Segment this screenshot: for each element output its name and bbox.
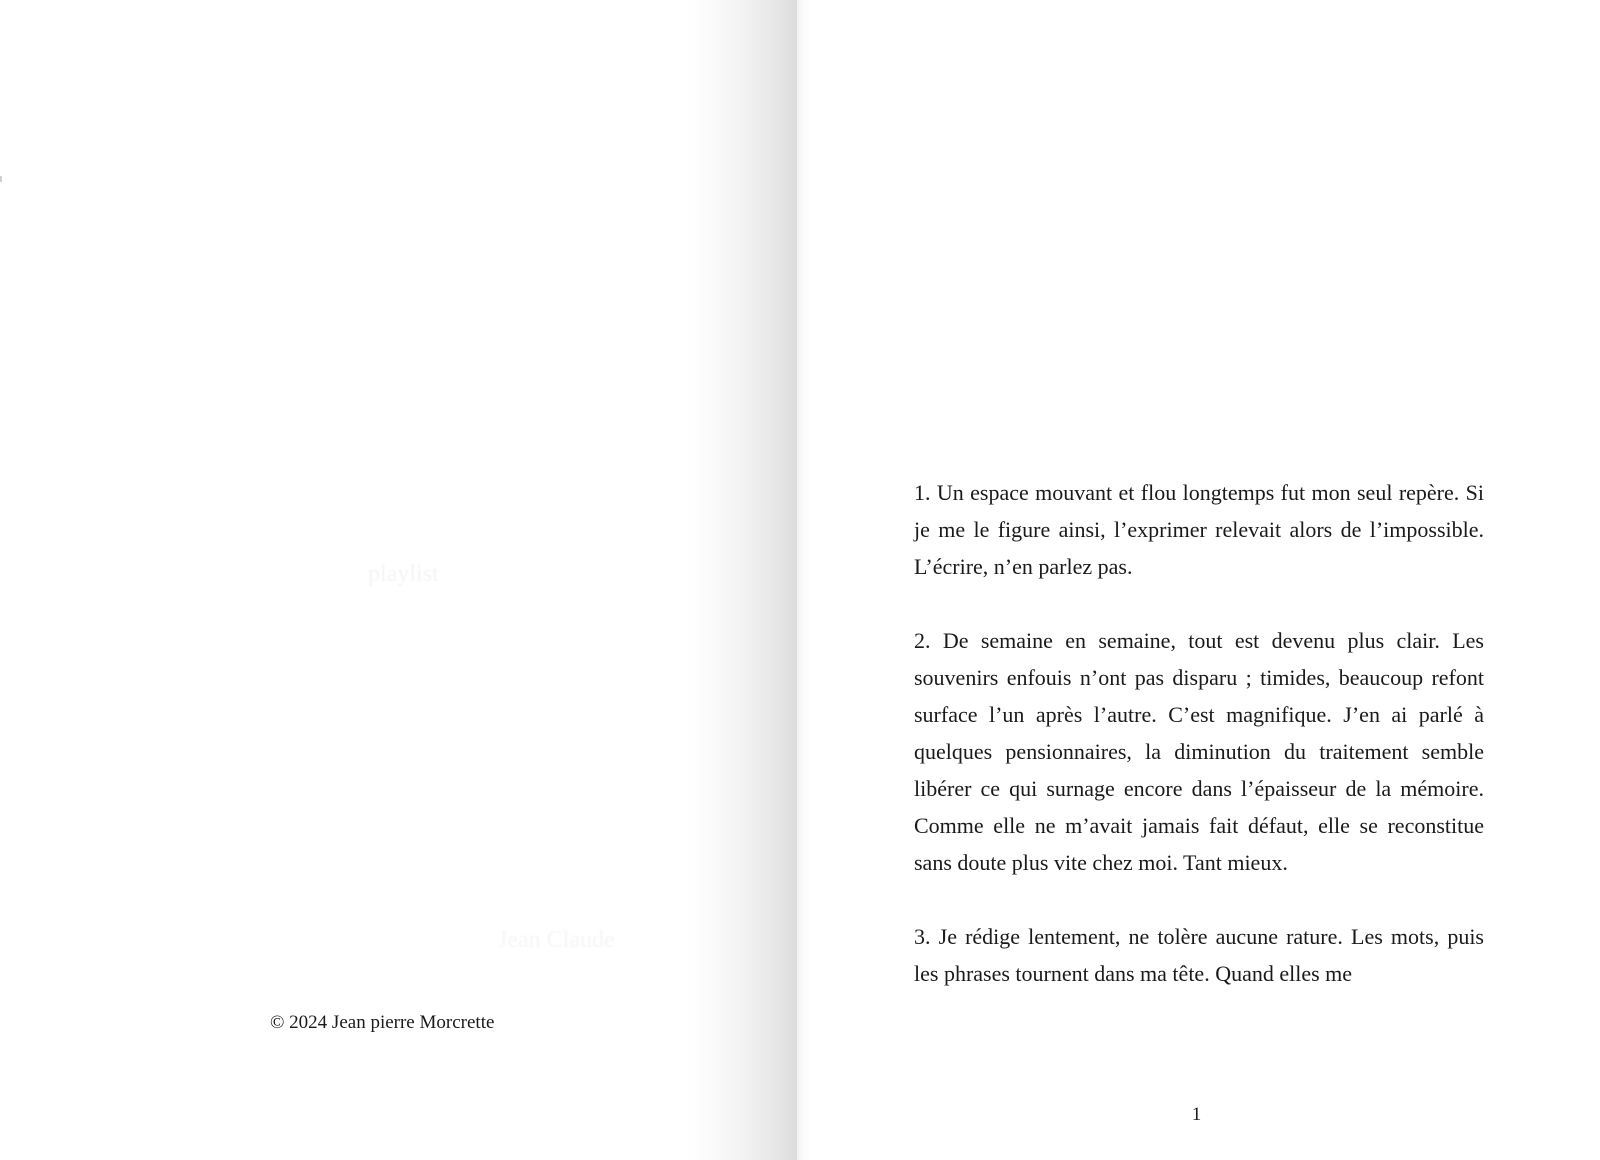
paragraph-1: 1. Un espace mouvant et flou longtemps fut mon seul repère. Si je me le figure ainsi, l’exprimer relevait alors de l’impossible. L’écrire, n’en parlez pas. bbox=[914, 480, 1484, 579]
paragraph-3: 3. Je rédige lentement, ne tolère aucune rature. Les mots, puis les phrases tournent dans ma tête. Quand elles me bbox=[914, 924, 1484, 986]
show-through-author: Jean Claude bbox=[498, 927, 615, 953]
copyright-notice: © 2024 Jean pierre Morcrette bbox=[270, 1012, 495, 1033]
body-text bbox=[914, 474, 1484, 1029]
page-number-label: 1 bbox=[1191, 1104, 1202, 1125]
page-edge-mark bbox=[0, 176, 2, 182]
right-page[interactable] bbox=[797, 0, 1600, 1160]
show-through-title: playlist bbox=[368, 561, 439, 587]
page-number bbox=[797, 1104, 1600, 1126]
paragraph-2: 2. De semaine en semaine, tout est devenu plus clair. Les souvenirs enfouis n’ont pas disparu ; timides, beaucoup refont surface l’un après l’autre. C’est magnifique. J’en ai parlé à quelques pensionnaires, la diminution du traitement semble libérer ce qui surnage encore dans l’épaisseur de la mémoire. Comme elle ne m’avait jamais fait défaut, elle se reconstitue sans doute plus vite chez moi. Tant mieux. bbox=[914, 628, 1484, 875]
left-page[interactable] bbox=[0, 0, 797, 1160]
